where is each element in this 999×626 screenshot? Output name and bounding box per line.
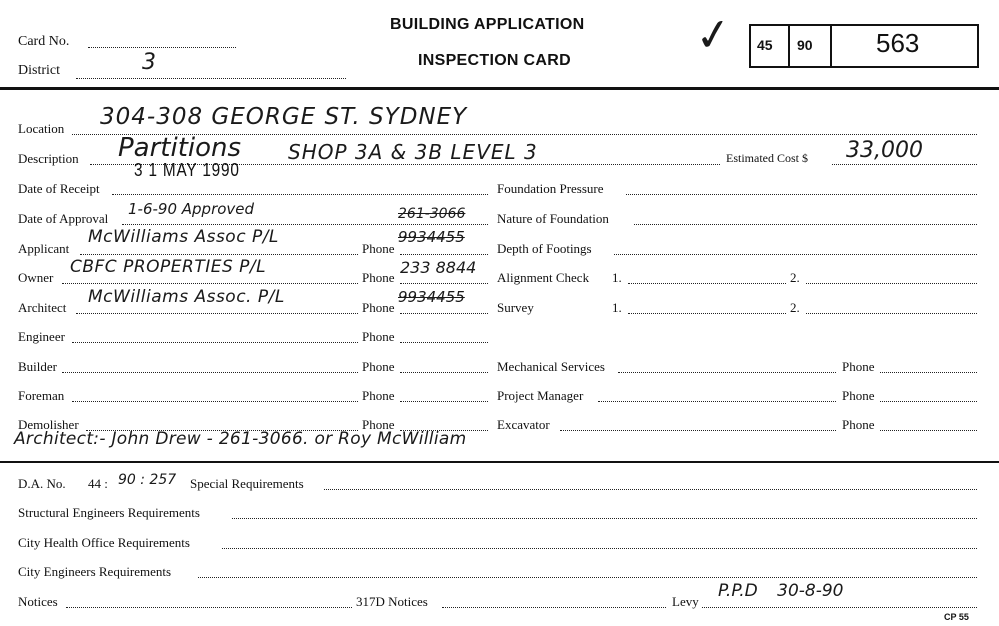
- location-label: Location: [18, 121, 65, 136]
- description-value-1: Partitions: [118, 133, 242, 163]
- city-engineers-line: [198, 577, 977, 578]
- district-value: 3: [142, 50, 156, 75]
- excavator-phone-line: [880, 430, 977, 431]
- health-label: City Health Office Requirements: [18, 535, 190, 550]
- project-manager-line: [598, 401, 836, 402]
- title-line-2: INSPECTION CARD: [418, 52, 571, 69]
- builder-phone-label: Phone: [362, 359, 395, 374]
- date-approval-label: Date of Approval: [18, 211, 109, 226]
- architect-value: McWilliams Assoc. P/L: [88, 287, 285, 307]
- architect-phone-line: [400, 313, 488, 314]
- builder-label: Builder: [18, 359, 57, 374]
- ref-number: 563: [876, 28, 920, 58]
- nature-foundation-line: [634, 224, 977, 225]
- date-approval-value: 1-6-90 Approved: [128, 200, 255, 218]
- approval-phone-note: 261-3066: [398, 206, 466, 222]
- title-line-1: BUILDING APPLICATION: [390, 16, 585, 33]
- city-engineers-label: City Engineers Requirements: [18, 564, 172, 579]
- owner-phone-line: [400, 283, 488, 284]
- structural-label: Structural Engineers Requirements: [18, 505, 200, 520]
- alignment-check-1-line: [628, 283, 786, 284]
- date-receipt-stamp: 3 1 MAY 1990: [134, 160, 240, 180]
- engineer-phone-line: [400, 342, 488, 343]
- owner-value: CBFC PROPERTIES P/L: [70, 257, 267, 277]
- estimated-cost-label: Estimated Cost $: [726, 151, 808, 165]
- applicant-label: Applicant: [18, 241, 70, 256]
- ref-divider-1: [788, 24, 790, 66]
- survey-label: Survey: [497, 300, 534, 315]
- foreman-phone-line: [400, 401, 488, 402]
- card-no-label: Card No.: [18, 34, 70, 49]
- date-approval-line: [122, 224, 488, 225]
- description-label: Description: [18, 151, 79, 166]
- special-requirements-label: Special Requirements: [190, 476, 304, 491]
- header-divider: [0, 87, 999, 90]
- architect-label: Architect: [18, 300, 67, 315]
- depth-footings-line: [614, 254, 977, 255]
- owner-phone-label: Phone: [362, 270, 395, 285]
- estimated-cost-line: [832, 164, 977, 165]
- reference-box: [749, 24, 979, 68]
- section-divider: [0, 461, 999, 463]
- date-receipt-label: Date of Receipt: [18, 181, 100, 196]
- card-no-line: [88, 47, 236, 48]
- da-value-prefix: 44 :: [88, 476, 108, 491]
- depth-footings-label: Depth of Footings: [497, 241, 592, 256]
- excavator-label: Excavator: [497, 417, 550, 432]
- check-mark-icon: ✓: [691, 7, 736, 64]
- applicant-line: [80, 254, 358, 255]
- architect-phone-label: Phone: [362, 300, 395, 315]
- alignment-check-1: 1.: [612, 270, 622, 285]
- location-value: 304-308 GEORGE ST. SYDNEY: [100, 104, 468, 130]
- owner-phone-value: 233 8844: [400, 258, 477, 277]
- district-line: [76, 78, 346, 79]
- da-label: D.A. No.: [18, 476, 66, 491]
- applicant-phone-label: Phone: [362, 241, 395, 256]
- foundation-pressure-line: [626, 194, 977, 195]
- levy-line: [702, 607, 977, 608]
- description-value-2: SHOP 3A & 3B LEVEL 3: [288, 140, 538, 164]
- alignment-check-2: 2.: [790, 270, 800, 285]
- ref-divider-2: [830, 24, 832, 66]
- engineer-phone-label: Phone: [362, 329, 395, 344]
- notices-317d-label: 317D Notices: [356, 594, 428, 609]
- builder-phone-line: [400, 372, 488, 373]
- demolisher-label: Demolisher: [18, 417, 79, 432]
- survey-1: 1.: [612, 300, 622, 315]
- ref-month: 90: [797, 37, 813, 53]
- project-manager-phone-label: Phone: [842, 388, 875, 403]
- foreman-line: [72, 401, 358, 402]
- levy-value: P.P.D 30-8-90: [718, 581, 844, 601]
- mechanical-phone-label: Phone: [842, 359, 875, 374]
- survey-2: 2.: [790, 300, 800, 315]
- notices-line: [66, 607, 352, 608]
- form-code: CP 55: [944, 612, 969, 622]
- alignment-check-label: Alignment Check: [497, 270, 590, 285]
- survey-2-line: [806, 313, 977, 314]
- health-line: [222, 548, 977, 549]
- demolisher-phone-label: Phone: [362, 417, 395, 432]
- district-label: District: [18, 63, 60, 78]
- date-receipt-line: [112, 194, 488, 195]
- project-manager-phone-line: [880, 401, 977, 402]
- mechanical-line: [618, 372, 836, 373]
- applicant-phone-line: [400, 254, 488, 255]
- alignment-check-2-line: [806, 283, 977, 284]
- mechanical-label: Mechanical Services: [497, 359, 605, 374]
- notices-317d-line: [442, 607, 666, 608]
- owner-line: [62, 283, 358, 284]
- engineer-line: [72, 342, 358, 343]
- special-requirements-line: [324, 489, 977, 490]
- engineer-label: Engineer: [18, 329, 65, 344]
- survey-1-line: [628, 313, 786, 314]
- project-manager-label: Project Manager: [497, 388, 584, 403]
- nature-foundation-label: Nature of Foundation: [497, 211, 609, 226]
- owner-label: Owner: [18, 270, 54, 285]
- builder-line: [62, 372, 358, 373]
- mechanical-phone-line: [880, 372, 977, 373]
- foundation-pressure-label: Foundation Pressure: [497, 181, 604, 196]
- architect-phone-value: 9934455: [398, 288, 465, 306]
- da-value-hand: 90 : 257: [118, 472, 177, 488]
- foreman-label: Foreman: [18, 388, 65, 403]
- notices-label: Notices: [18, 594, 58, 609]
- levy-label: Levy: [672, 594, 699, 609]
- ref-year: 45: [757, 37, 773, 53]
- applicant-value: McWilliams Assoc P/L: [88, 227, 279, 247]
- architect-contact-note: Architect:- John Drew - 261-3066. or Roy McWilliam: [14, 429, 467, 449]
- excavator-phone-label: Phone: [842, 417, 875, 432]
- architect-line: [76, 313, 358, 314]
- applicant-phone-value: 9934455: [398, 228, 465, 246]
- foreman-phone-label: Phone: [362, 388, 395, 403]
- estimated-cost-value: 33,000: [846, 138, 923, 163]
- excavator-line: [560, 430, 836, 431]
- structural-line: [232, 518, 977, 519]
